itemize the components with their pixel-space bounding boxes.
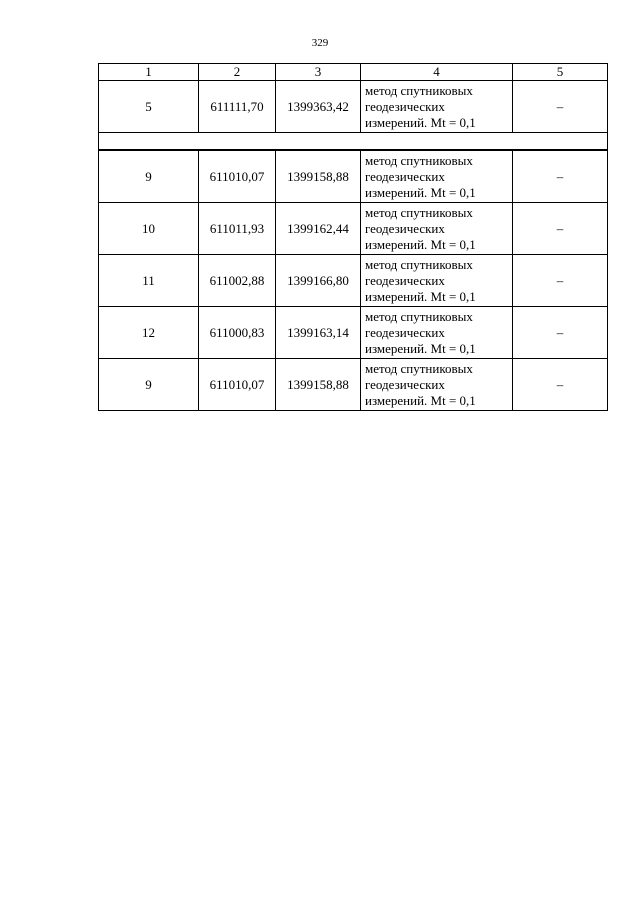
note-cell: – bbox=[513, 307, 608, 359]
method-line: метод спутниковых bbox=[365, 256, 473, 272]
method-line: измерений. Mt = 0,1 bbox=[365, 340, 476, 356]
coordinates-table bbox=[98, 63, 608, 411]
point-number-cell: 11 bbox=[99, 255, 199, 307]
point-number-cell: 9 bbox=[99, 150, 199, 203]
y-coordinate-cell: 1399158,88 bbox=[276, 359, 361, 411]
header-row bbox=[99, 64, 608, 81]
method-cell bbox=[361, 359, 513, 411]
method-cell bbox=[361, 203, 513, 255]
note-cell: – bbox=[513, 255, 608, 307]
table-row bbox=[99, 81, 608, 133]
method-line: измерений. Mt = 0,1 bbox=[365, 236, 476, 252]
method-line: геодезических bbox=[365, 168, 445, 184]
method-cell bbox=[361, 255, 513, 307]
table-row bbox=[99, 203, 608, 255]
method-line: измерений. Mt = 0,1 bbox=[365, 114, 476, 130]
method-line: метод спутниковых bbox=[365, 308, 473, 324]
y-coordinate-cell: 1399363,42 bbox=[276, 81, 361, 133]
method-line: метод спутниковых bbox=[365, 204, 473, 220]
x-coordinate-cell: 611000,83 bbox=[199, 307, 276, 359]
method-line: метод спутниковых bbox=[365, 360, 473, 376]
method-line: метод спутниковых bbox=[365, 152, 473, 168]
method-line: геодезических bbox=[365, 98, 445, 114]
point-number-cell: 10 bbox=[99, 203, 199, 255]
method-cell bbox=[361, 81, 513, 133]
table-row bbox=[99, 307, 608, 359]
method-line: геодезических bbox=[365, 272, 445, 288]
header-cell: 1 bbox=[99, 64, 199, 81]
gap-cell bbox=[99, 133, 608, 151]
note-cell: – bbox=[513, 150, 608, 203]
x-coordinate-cell: 611010,07 bbox=[199, 359, 276, 411]
method-line: измерений. Mt = 0,1 bbox=[365, 392, 476, 408]
method-line: геодезических bbox=[365, 220, 445, 236]
table-row bbox=[99, 359, 608, 411]
y-coordinate-cell: 1399162,44 bbox=[276, 203, 361, 255]
x-coordinate-cell: 611111,70 bbox=[199, 81, 276, 133]
page-number: 329 bbox=[311, 37, 329, 49]
header-cell: 4 bbox=[361, 64, 513, 81]
x-coordinate-cell: 611010,07 bbox=[199, 150, 276, 203]
gap-row bbox=[99, 133, 608, 151]
point-number-cell: 5 bbox=[99, 81, 199, 133]
method-cell bbox=[361, 150, 513, 203]
y-coordinate-cell: 1399158,88 bbox=[276, 150, 361, 203]
method-line: геодезических bbox=[365, 324, 445, 340]
x-coordinate-cell: 611011,93 bbox=[199, 203, 276, 255]
method-cell bbox=[361, 307, 513, 359]
note-cell: – bbox=[513, 81, 608, 133]
method-line: измерений. Mt = 0,1 bbox=[365, 288, 476, 304]
method-line: геодезических bbox=[365, 376, 445, 392]
table-row bbox=[99, 150, 608, 203]
header-cell: 5 bbox=[513, 64, 608, 81]
header-cell: 2 bbox=[199, 64, 276, 81]
note-cell: – bbox=[513, 359, 608, 411]
point-number-cell: 9 bbox=[99, 359, 199, 411]
y-coordinate-cell: 1399166,80 bbox=[276, 255, 361, 307]
x-coordinate-cell: 611002,88 bbox=[199, 255, 276, 307]
point-number-cell: 12 bbox=[99, 307, 199, 359]
header-cell: 3 bbox=[276, 64, 361, 81]
note-cell: – bbox=[513, 203, 608, 255]
method-line: измерений. Mt = 0,1 bbox=[365, 184, 476, 200]
table-row bbox=[99, 255, 608, 307]
y-coordinate-cell: 1399163,14 bbox=[276, 307, 361, 359]
method-line: метод спутниковых bbox=[365, 82, 473, 98]
